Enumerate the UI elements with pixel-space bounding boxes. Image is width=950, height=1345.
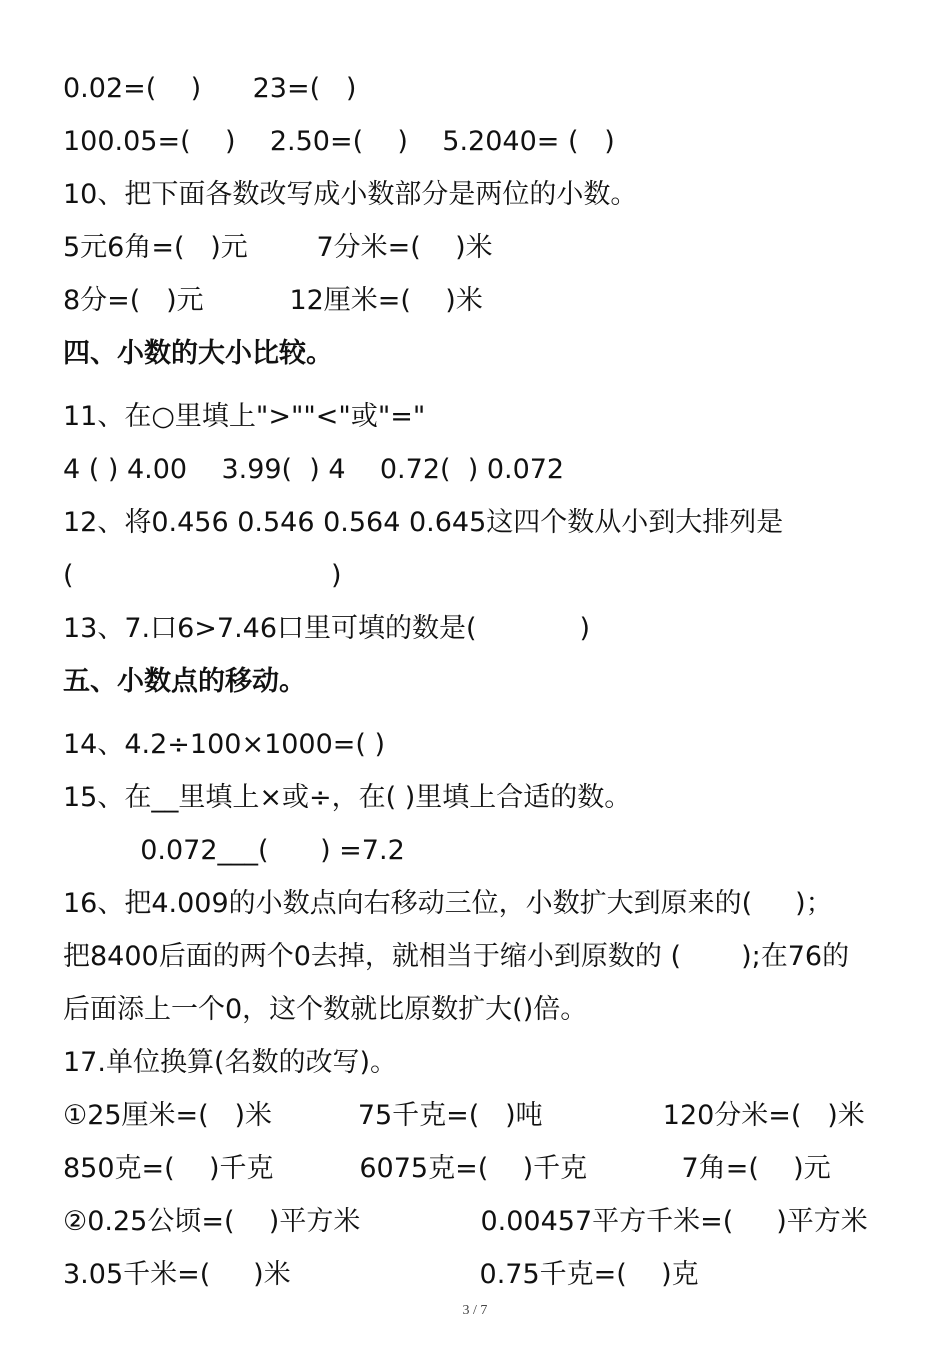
question-12: 12、将0.456 0.546 0.564 0.645这四个数从小到大排列是: [63, 507, 784, 538]
line-q12-answer-blank: ( ): [63, 560, 342, 591]
line-q15-item: 0.072___( ) =7.2: [63, 835, 405, 866]
line-q10-items-1: 5元6角=( )元 7分米=( )米: [63, 232, 493, 263]
question-16: 16、把4.009的小数点向右移动三位，小数扩大到原来的( )；: [63, 888, 833, 919]
line-q16-part-3: 后面添上一个0，这个数就比原数扩大()倍。: [63, 994, 588, 1025]
line-q17-row-3: ②0.25公顷=( )平方米 0.00457平方千米=( )平方米: [63, 1206, 868, 1237]
line-q10-items-2: 8分=( )元 12厘米=( )米: [63, 285, 483, 316]
question-17: 17.单位换算(名数的改写)。: [63, 1047, 398, 1078]
question-10: 10、把下面各数改写成小数部分是两位的小数。: [63, 179, 638, 210]
question-13: 13、7.口6>7.46口里可填的数是( ): [63, 613, 591, 644]
page-number: 3 / 7: [462, 1303, 488, 1318]
section-heading-5: 五、小数点的移动。: [63, 666, 306, 697]
question-15: 15、在__里填上×或÷，在( )里填上合适的数。: [63, 782, 632, 813]
question-14: 14、4.2÷100×1000=( ): [63, 729, 386, 760]
line-decimal-simplify-2: 100.05=( ) 2.50=( ) 5.2040= ( ): [63, 126, 615, 157]
line-q17-row-1: ①25厘米=( )米 75千克=( )吨 120分米=( )米: [63, 1100, 865, 1131]
question-11: 11、在○里填上">""<"或"=": [63, 401, 426, 432]
line-q16-part-2: 把8400后面的两个0去掉，就相当于缩小到原数的 ( );在76的: [63, 941, 850, 972]
section-heading-4: 四、小数的大小比较。: [63, 338, 333, 369]
line-q17-row-4: 3.05千米=( )米 0.75千克=( )克: [63, 1259, 699, 1290]
line-q11-items: 4 ( ) 4.00 3.99( ) 4 0.72( ) 0.072: [63, 454, 565, 485]
line-q17-row-2: 850克=( )千克 6075克=( )千克 7角=( )元: [63, 1153, 831, 1184]
line-decimal-simplify-1: 0.02=( ) 23=( ): [63, 73, 357, 104]
